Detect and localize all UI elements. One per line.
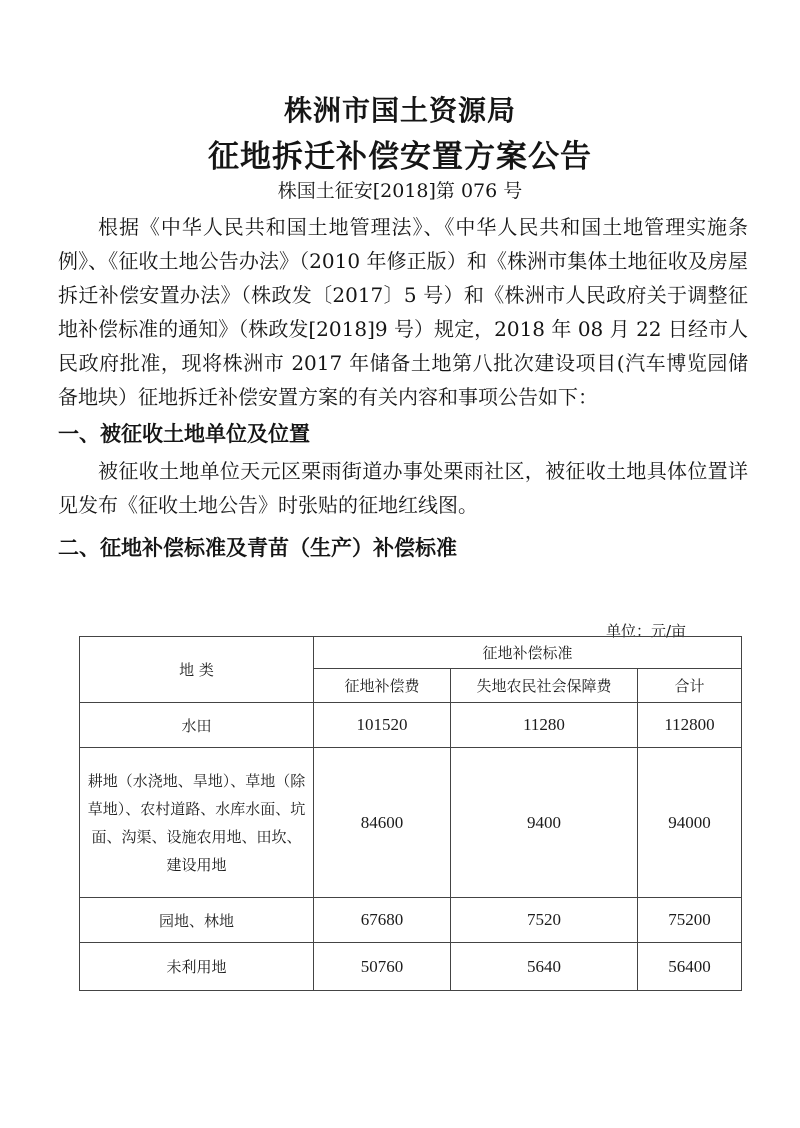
header-total: 合计: [638, 669, 742, 703]
table-row: [80, 748, 742, 898]
fee-cell: 101520: [314, 703, 451, 748]
table-row: [80, 898, 742, 943]
unit-label: 单位：元/亩: [605, 622, 686, 640]
document-number: 株国土征安[2018]第 076 号: [277, 180, 523, 202]
total-cell: 75200: [638, 898, 742, 943]
compensation-table: [79, 636, 742, 991]
header-land-type: 地 类: [80, 637, 314, 703]
total-cell: 112800: [638, 703, 742, 748]
insurance-cell: 7520: [451, 898, 638, 943]
header-fee: 征地补偿费: [314, 669, 451, 703]
land-type-cell: 园地、林地: [80, 898, 314, 943]
fee-cell: 50760: [314, 943, 451, 991]
header-insurance: 失地农民社会保障费: [451, 669, 638, 703]
notice-title: 征地拆迁补偿安置方案公告: [208, 139, 592, 175]
land-type-line: 耕地（水浇地、旱地）、草地（除: [87, 771, 306, 790]
fee-cell: 67680: [314, 898, 451, 943]
land-type-cell: 水田: [80, 703, 314, 748]
section1-paragraph: 被征收土地单位天元区栗雨街道办事处栗雨社区，被征收土地具体位置详见发布《征收土地公告》时张贴的征地红线图。: [58, 459, 748, 517]
header-compensation-standard: 征地补偿标准: [314, 637, 742, 669]
table-row: [80, 703, 742, 748]
notice-body: [58, 210, 748, 568]
land-type-line: 建设用地: [166, 855, 227, 874]
land-type-line: 面、沟渠、设施农用地、田坎、: [91, 827, 302, 846]
insurance-cell: 9400: [451, 748, 638, 898]
section2-heading: 二、征地补偿标准及青苗（生产）补偿标准: [58, 535, 457, 560]
issuer-title: 株洲市国土资源局: [283, 94, 516, 127]
total-cell: 94000: [638, 748, 742, 898]
land-type-cell: [80, 748, 314, 898]
insurance-cell: 11280: [451, 703, 638, 748]
table-row: [80, 943, 742, 991]
land-type-cell: 未利用地: [80, 943, 314, 991]
land-type-line: 草地）、农村道路、水库水面、坑: [87, 799, 306, 818]
fee-cell: 84600: [314, 748, 451, 898]
insurance-cell: 5640: [451, 943, 638, 991]
section1-heading: 一、被征收土地单位及位置: [58, 421, 310, 446]
total-cell: 56400: [638, 943, 742, 991]
intro-paragraph: 根据《中华人民共和国土地管理法》、《中华人民共和国土地管理实施条例》、《征收土地公告办法》（2010 年修正版）和《株洲市集体土地征收及房屋拆迁补偿安置办法》（株政发〔2017〕5 号）和《株洲市人民政府关于调整征地补偿标准的通知》（株政发[2018]9 号）规定，2018 年 08 月 22 日经市人民政府批准，现将株洲市 2017 年储备土地第八批次建设项目(汽车博览园储备地块）征地拆迁补偿安置方案的有关内容和事项公告如下：: [58, 215, 748, 409]
